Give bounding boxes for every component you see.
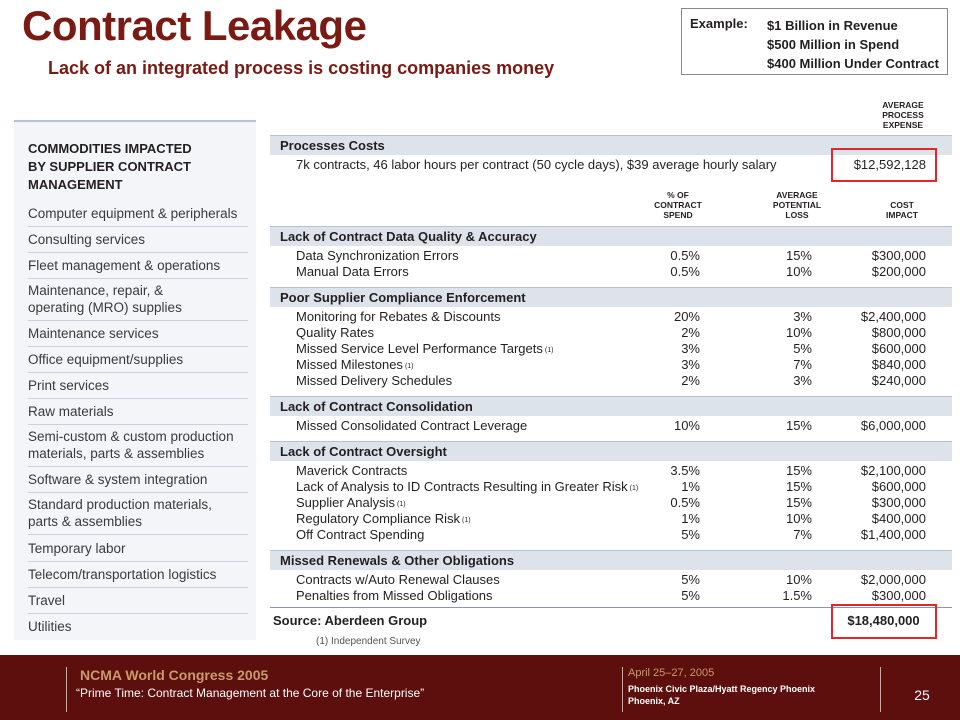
loss-cell: 10% (785, 511, 812, 526)
table-row (270, 357, 952, 373)
impact-cell: $600,000 (871, 341, 926, 356)
row-label: Manual Data Errors (296, 264, 409, 279)
section-header: Lack of Contract Consolidation (270, 397, 952, 416)
footnote-marker: (1) (462, 517, 471, 524)
pct-cell: 5% (681, 588, 700, 603)
pct-cell: 3.5% (670, 463, 700, 478)
table-row (270, 511, 952, 527)
section-header: Missed Renewals & Other Obligations (270, 551, 952, 570)
pct-cell: 5% (681, 572, 700, 587)
table-row (270, 418, 952, 434)
commodity-item: Software & system integration (28, 472, 208, 487)
commodity-item: Consulting services (28, 232, 146, 247)
heading-line: BY SUPPLIER CONTRACT (28, 159, 191, 174)
commodity-item: Maintenance, repair, & operating (MRO) supplies (28, 283, 182, 315)
divider (28, 561, 248, 562)
pct-cell: 5% (681, 527, 700, 542)
row-label: Missed Milestones $^{(1)}$ (296, 357, 414, 372)
commodity-item: Semi-custom & custom production materials, parts & assemblies (28, 429, 234, 461)
footer-divider (622, 667, 623, 712)
header-line: PROCESS (882, 110, 924, 120)
heading-line: MANAGEMENT (28, 177, 123, 192)
footnote-marker: (1) (544, 347, 554, 354)
commodities-panel (14, 120, 256, 640)
header-line: AVERAGE (882, 100, 924, 110)
divider (28, 613, 248, 614)
impact-cell: $6,000,000 (860, 418, 926, 433)
loss-cell: 15% (785, 495, 812, 510)
commodity-item: Print services (28, 378, 110, 393)
section-header: Processes Costs (270, 136, 952, 155)
divider (28, 226, 248, 227)
pct-cell: 0.5% (670, 248, 700, 263)
divider (28, 424, 248, 425)
divider (28, 252, 248, 253)
table-row (270, 264, 952, 280)
section-header: Lack of Contract Data Quality & Accuracy (270, 227, 952, 246)
total-highlight (831, 604, 937, 639)
col-header-cost-impact: COST IMPACT (886, 200, 918, 220)
table-row (270, 463, 952, 479)
impact-cell: $2,100,000 (860, 463, 926, 478)
commodity-item: Standard production materials, parts & assemblies (28, 497, 212, 529)
header-line: EXPENSE (882, 120, 924, 130)
commodity-item: Raw materials (28, 404, 114, 419)
impact-cell: $2,000,000 (860, 572, 926, 587)
loss-cell: 1.5% (782, 588, 812, 603)
impact-cell: $800,000 (871, 325, 926, 340)
row-label: Lack of Analysis to ID Contracts Resulting in Greater Risk $^{(1)}$ (296, 479, 639, 494)
example-line: $1 Billion in Revenue (767, 18, 898, 33)
divider (28, 320, 248, 321)
loss-cell: 5% (793, 341, 812, 356)
table-row (270, 309, 952, 325)
table-row (270, 479, 952, 495)
loss-cell: 10% (785, 572, 812, 587)
source-label: Source: Aberdeen Group (273, 613, 428, 628)
pct-cell: 3% (681, 357, 700, 372)
commodities-heading (28, 140, 192, 194)
commodity-item: Temporary labor (28, 541, 126, 556)
row-label: Monitoring for Rebates & Discounts (296, 309, 501, 324)
impact-cell: $200,000 (871, 264, 926, 279)
loss-cell: 15% (785, 479, 812, 494)
conference-dates: April 25–27, 2005 (628, 667, 715, 679)
example-line: $500 Million in Spend (767, 37, 900, 52)
loss-cell: 10% (785, 264, 812, 279)
slide-title: Contract Leakage (22, 2, 367, 49)
row-label: Missed Delivery Schedules (296, 373, 453, 388)
loss-cell: 10% (785, 325, 812, 340)
impact-cell: $1,400,000 (860, 527, 926, 542)
pct-cell: 1% (681, 479, 700, 494)
footer-divider (66, 667, 67, 712)
col-header-contract-spend: % OF CONTRACT SPEND (654, 190, 702, 220)
example-line: $400 Million Under Contract (767, 56, 939, 71)
divider (28, 466, 248, 467)
impact-cell: $2,400,000 (860, 309, 926, 324)
impact-cell: $300,000 (871, 248, 926, 263)
row-label: Contracts w/Auto Renewal Clauses (296, 572, 500, 587)
table-row (270, 588, 952, 604)
divider (28, 372, 248, 373)
footnote-marker: (1) (397, 501, 406, 508)
section-header: Poor Supplier Compliance Enforcement (270, 288, 952, 307)
process-cost-value: $12,592,128 (853, 157, 926, 172)
impact-cell: $300,000 (871, 588, 926, 603)
loss-cell: 15% (785, 463, 812, 478)
impact-cell: $400,000 (871, 511, 926, 526)
total-cost-impact: $18,480,000 (847, 613, 920, 628)
row-label: Regulatory Compliance Risk $^{(1)}$ (296, 511, 471, 526)
row-label: Penalties from Missed Obligations (296, 588, 493, 603)
footer-bar (0, 655, 960, 720)
loss-cell: 7% (793, 527, 812, 542)
table-row (270, 248, 952, 264)
loss-cell: 7% (793, 357, 812, 372)
page-number: 25 (914, 687, 930, 703)
commodity-item: Telecom/transportation logistics (28, 567, 217, 582)
row-label: Data Synchronization Errors (296, 248, 459, 263)
conference-name: NCMA World Congress 2005 (80, 667, 269, 683)
row-label: 7k contracts, 46 labor hours per contract (50 cycle days), $39 average hourly salary (296, 157, 777, 172)
venue-line: Phoenix Civic Plaza/Hyatt Regency Phoenix (628, 684, 816, 694)
table-row (270, 325, 952, 341)
commodity-item: Travel (28, 593, 66, 608)
impact-cell: $300,000 (871, 495, 926, 510)
loss-cell: 15% (785, 248, 812, 263)
divider (28, 346, 248, 347)
impact-cell: $600,000 (871, 479, 926, 494)
table-row (270, 495, 952, 511)
commodity-item: Computer equipment & peripherals (28, 206, 238, 221)
table-row (270, 373, 952, 389)
process-cost-highlight (831, 148, 937, 182)
commodity-item: Office equipment/supplies (28, 352, 184, 367)
conference-venue (628, 683, 868, 707)
impact-cell: $240,000 (871, 373, 926, 388)
example-label: Example: (690, 16, 748, 31)
footnote-marker: (1) (629, 485, 639, 492)
avg-process-expense-header (868, 100, 938, 130)
slide-subtitle: Lack of an integrated process is costing companies money (48, 58, 555, 78)
pct-cell: 0.5% (670, 264, 700, 279)
footer-divider (880, 667, 881, 712)
footnote-marker: (1) (404, 363, 414, 370)
pct-cell: 2% (681, 325, 700, 340)
loss-cell: 3% (793, 373, 812, 388)
loss-cell: 3% (793, 309, 812, 324)
table-row (270, 341, 952, 357)
divider (28, 492, 248, 493)
divider (28, 398, 248, 399)
divider (28, 278, 248, 279)
footnote: (1) Independent Survey (316, 636, 421, 647)
row-label: Maverick Contracts (296, 463, 408, 478)
section-header: Lack of Contract Oversight (270, 442, 952, 461)
leakage-table (270, 0, 952, 650)
table-row (270, 527, 952, 543)
impact-cell: $840,000 (871, 357, 926, 372)
row-label: Supplier Analysis $^{(1)}$ (296, 495, 406, 510)
city-line: Phoenix, AZ (628, 696, 680, 706)
commodity-item: Utilities (28, 619, 72, 634)
pct-cell: 3% (681, 341, 700, 356)
table-row (270, 572, 952, 588)
row-label: Missed Service Level Performance Targets $^{(1)}$ (296, 341, 554, 356)
pct-cell: 2% (681, 373, 700, 388)
pct-cell: 10% (673, 418, 700, 433)
conference-theme: “Prime Time: Contract Management at the Core of the Enterprise” (76, 686, 425, 700)
pct-cell: 0.5% (670, 495, 700, 510)
commodity-item: Fleet management & operations (28, 258, 221, 273)
heading-line: COMMODITIES IMPACTED (28, 141, 192, 156)
col-header-potential-loss: AVERAGE POTENTIAL LOSS (772, 190, 822, 220)
row-label: Quality Rates (296, 325, 375, 340)
row-label: Missed Consolidated Contract Leverage (296, 418, 528, 433)
commodity-item: Maintenance services (28, 326, 159, 341)
pct-cell: 1% (681, 511, 700, 526)
pct-cell: 20% (673, 309, 700, 324)
divider (28, 534, 248, 535)
divider (28, 587, 248, 588)
loss-cell: 15% (785, 418, 812, 433)
row-label: Off Contract Spending (296, 527, 425, 542)
